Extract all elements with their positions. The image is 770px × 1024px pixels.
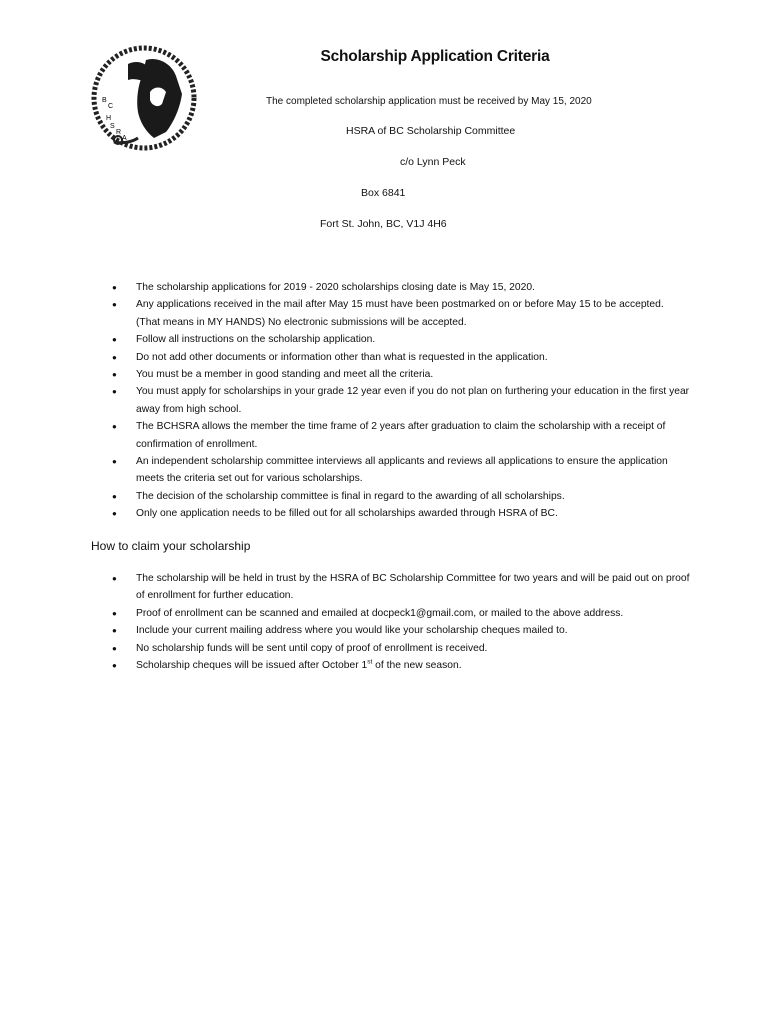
committee-name: HSRA of BC Scholarship Committee (346, 125, 516, 137)
list-item: ● Proof of enrollment can be scanned and emailed at docpeck1@gmail.com, or mailed to the above address. (110, 605, 690, 622)
po-box-line: Box 6841 (361, 187, 406, 199)
list-item: ● The scholarship will be held in trust by the HSRA of BC Scholarship Committee for two years and will be paid out on proof of enrollment for further education. (110, 570, 690, 605)
list-item: ● Do not add other documents or information other than what is requested in the application. (110, 349, 690, 366)
list-item: ● Include your current mailing address where you would like your scholarship cheques mailed to. (110, 622, 690, 639)
criteria-list (110, 279, 690, 523)
logo-letter: B (102, 97, 107, 104)
logo-letter: R (116, 129, 122, 136)
page-title: Scholarship Application Criteria (320, 48, 550, 65)
logo-letter: H (106, 115, 112, 122)
list-item: ● You must be a member in good standing and meet all the criteria. (110, 366, 690, 383)
list-item-text: of the new season. (372, 660, 462, 672)
logo-letter: S (110, 123, 115, 130)
city-postal-line: Fort St. John, BC, V1J 4H6 (320, 218, 447, 230)
section-heading: How to claim your scholarship (91, 539, 251, 553)
list-item: ● An independent scholarship committee interviews all applicants and reviews all applications to ensure the application meets the criteria set out for various scholarships. (110, 453, 690, 488)
received-deadline-note: The completed scholarship application must be received by May 15, 2020 (266, 96, 592, 107)
list-item: ● Only one application needs to be filled out for all scholarships awarded through HSRA of BC. (110, 505, 690, 522)
ordinal-superscript: st (367, 658, 373, 666)
list-item: ● Any applications received in the mail after May 15 must have been postmarked on or before May 15 to be accepted. (That means in MY HANDS) No electronic submissions will be accepted. (110, 296, 690, 331)
list-item: ● No scholarship funds will be sent until copy of proof of enrollment is received. (110, 640, 690, 657)
list-item: ● The decision of the scholarship committee is final in regard to the awarding of all scholarships. (110, 488, 690, 505)
logo-letter: C (108, 103, 114, 110)
list-item: ● Follow all instructions on the scholarship application. (110, 331, 690, 348)
list-item: ● The scholarship applications for 2019 - 2020 scholarships closing date is May 15, 2020. (110, 279, 690, 296)
logo-letter: A (122, 135, 127, 142)
list-item: ● The BCHSRA allows the member the time frame of 2 years after graduation to claim the scholarship with a receipt of confirmation of enrollment. (110, 418, 690, 453)
list-item: ● You must apply for scholarships in your grade 12 year even if you do not plan on furthering your education in the first year away from high school. (110, 383, 690, 418)
list-item-text: Scholarship cheques will be issued after October 1 (136, 660, 368, 672)
list-item (110, 657, 690, 674)
claim-list (110, 570, 690, 674)
care-of-line: c/o Lynn Peck (400, 156, 466, 168)
